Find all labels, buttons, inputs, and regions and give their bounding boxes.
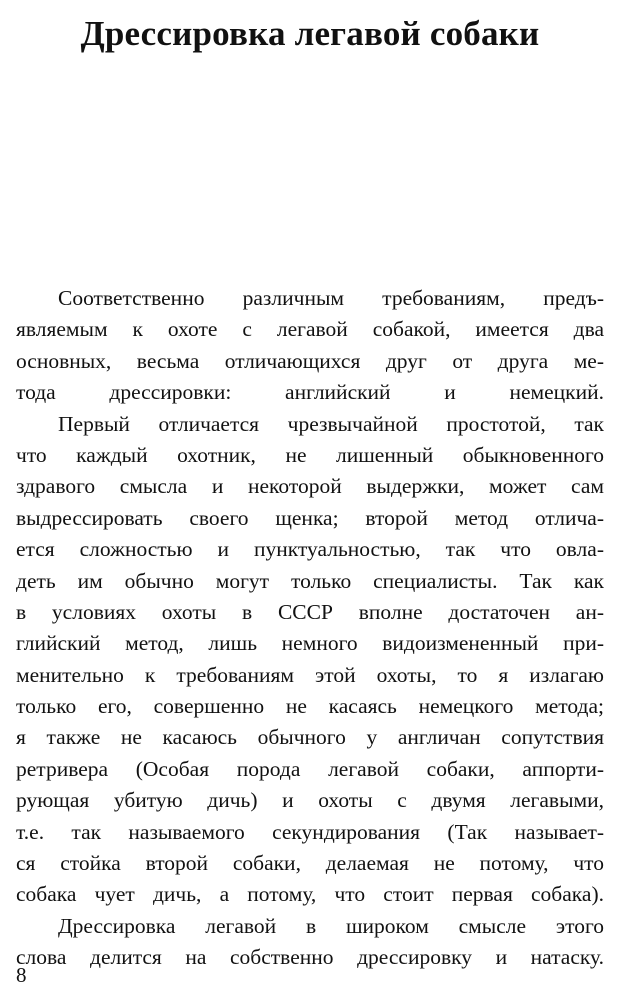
text-line: рующая убитую дичь) и охоты с двумя легавыми,	[16, 788, 604, 813]
text-line: только его, совершенно не касаясь немецкого метода;	[16, 694, 604, 719]
text-line: Первый отличается чрезвычайной простотой, так	[58, 411, 604, 436]
text-line: тода дрессировки: английский и немецкий.	[16, 380, 604, 405]
body-text	[16, 283, 604, 974]
page-number: 8	[16, 963, 27, 987]
text-line: здравого смысла и некоторой выдержки, может сам	[16, 474, 604, 499]
text-line: Соответственно различным требованиям, предъ-	[58, 286, 604, 310]
text-line: в условиях охоты в СССР вполне достаточен ан-	[16, 599, 604, 624]
text-line: я также не касаюсь обычного у англичан сопутствия	[16, 725, 604, 750]
text-line: выдрессировать своего щенка; второй метод отлича-	[16, 505, 604, 530]
text-line: что каждый охотник, не лишенный обыкновенного	[16, 442, 604, 467]
text-line: менительно к требованиям этой охоты, то я излагаю	[16, 662, 604, 687]
text-line: ся стойка второй собаки, делаемая не потому, что	[16, 851, 604, 876]
text-line: деть им обычно могут только специалисты. Так как	[16, 568, 604, 593]
chapter-title: Дрессировка легавой собаки	[80, 14, 540, 53]
text-line: т.е. так называемого секундирования (Так называет-	[16, 819, 604, 844]
text-line: слова делится на собственно дрессировку и натаску.	[16, 945, 604, 970]
text-line: Дрессировка легавой в широком смысле этого	[58, 913, 604, 938]
text-line: являемым к охоте с легавой собакой, имеется два	[16, 317, 604, 342]
text-line: глийский метод, лишь немного видоизмененный при-	[16, 631, 604, 656]
text-line: собака чует дичь, а потому, что стоит первая собака).	[16, 882, 604, 907]
text-line: ретривера (Особая порода легавой собаки, аппорти-	[16, 756, 604, 781]
text-line: ется сложностью и пунктуальностью, так что овла-	[16, 537, 604, 562]
text-line: основных, весьма отличающихся друг от друга ме-	[16, 348, 604, 373]
